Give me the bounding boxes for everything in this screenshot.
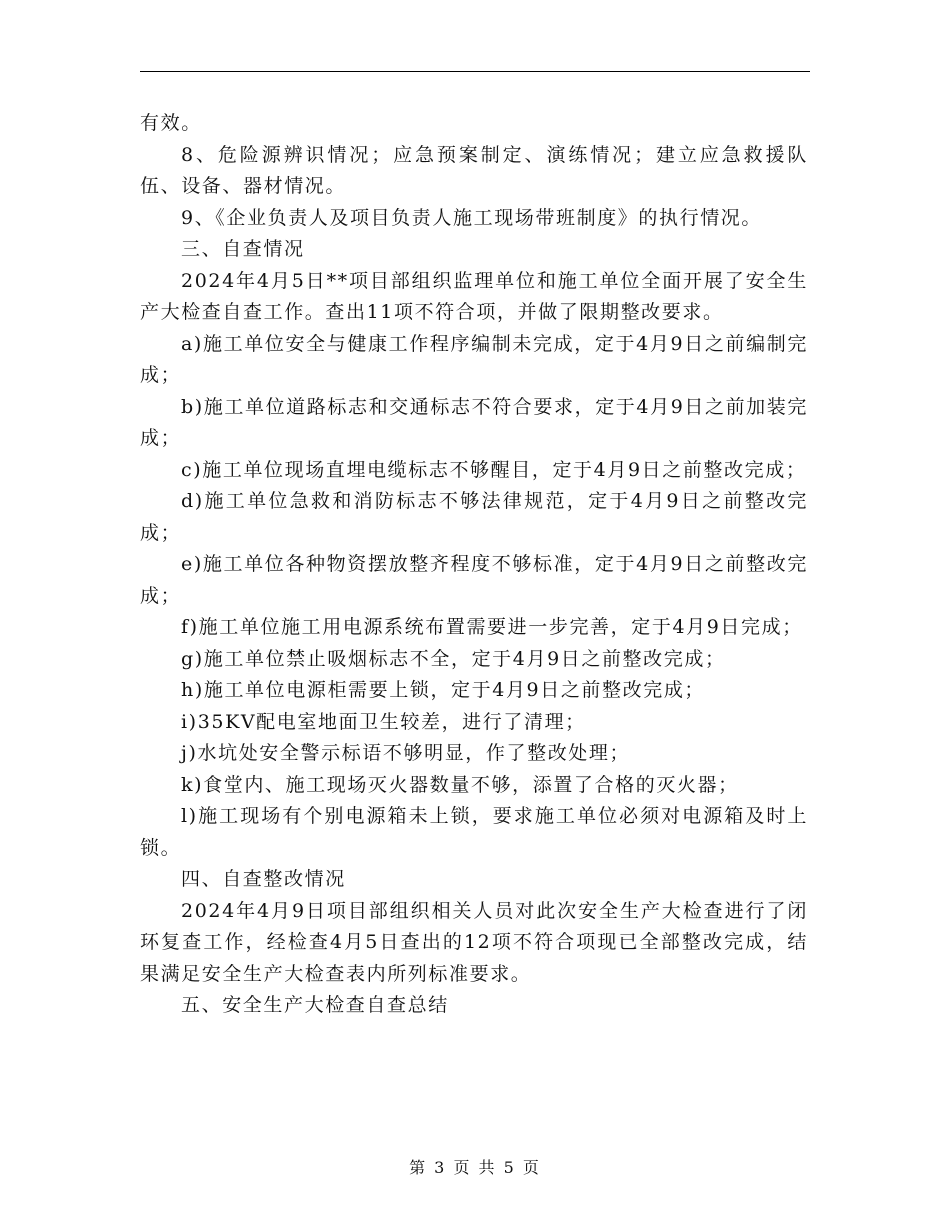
paragraph-item-8: 8、危险源辨识情况；应急预案制定、演练情况；建立应急救援队伍、设备、器材情况。 (140, 143, 808, 197)
paragraph-item-9: 9、《企业负责人及项目负责人施工现场带班制度》的执行情况。 (181, 206, 762, 229)
list-item-f: f)施工单位施工用电源系统布置需要进一步完善，定于4月9日完成； (181, 616, 803, 638)
section-heading-4: 四、自查整改情况 (181, 868, 346, 890)
paragraph-continuation: 有效。 (140, 112, 202, 134)
list-item-e: e)施工单位各种物资摆放整齐程度不够标准，定于4月9日之前整改完成； (140, 553, 808, 607)
list-item-k: k)食堂内、施工现场灭火器数量不够，添置了合格的灭火器； (181, 773, 739, 796)
header-rule (140, 71, 810, 72)
list-item-l: l)施工现场有个别电源箱未上锁，要求施工单位必须对电源箱及时上锁。 (140, 805, 808, 859)
list-item-a: a)施工单位安全与健康工作程序编制未完成，定于4月9日之前编制完成； (140, 332, 808, 386)
paragraph-rectification-status: 2024年4月9日项目部组织相关人员对此次安全生产大检查进行了闭环复查工作，经检查4月5日查出的12项不符合项现已全部整改完成，结果满足安全生产大检查表内所列标准要求。 (140, 899, 808, 985)
list-item-g: g)施工单位禁止吸烟标志不全，定于4月9日之前整改完成； (181, 647, 726, 670)
list-item-c: c)施工单位现场直埋电缆标志不够醒目，定于4月9日之前整改完成； (181, 458, 807, 481)
document-body (140, 108, 808, 1022)
list-item-b: b)施工单位道路标志和交通标志不符合要求，定于4月9日之前加装完成； (140, 395, 808, 449)
paragraph-self-check-summary: 2024年4月5日**项目部组织监理单位和施工单位全面开展了安全生产大检查自查工作。查出11项不符合项，并做了限期整改要求。 (140, 269, 808, 323)
page-number-footer: 第 3 页 共 5 页 (409, 1158, 541, 1177)
list-item-d: d)施工单位急救和消防标志不够法律规范，定于4月9日之前整改完成； (140, 490, 808, 544)
section-heading-3: 三、自查情况 (181, 238, 305, 260)
section-heading-5: 五、安全生产大检查自查总结 (181, 994, 449, 1016)
list-item-j: j)水坑处安全警示标语不够明显，作了整改处理； (181, 742, 631, 764)
list-item-h: h)施工单位电源柜需要上锁，定于4月9日之前整改完成； (181, 679, 706, 701)
list-item-i: i)35KV配电室地面卫生较差，进行了清理； (181, 710, 586, 733)
